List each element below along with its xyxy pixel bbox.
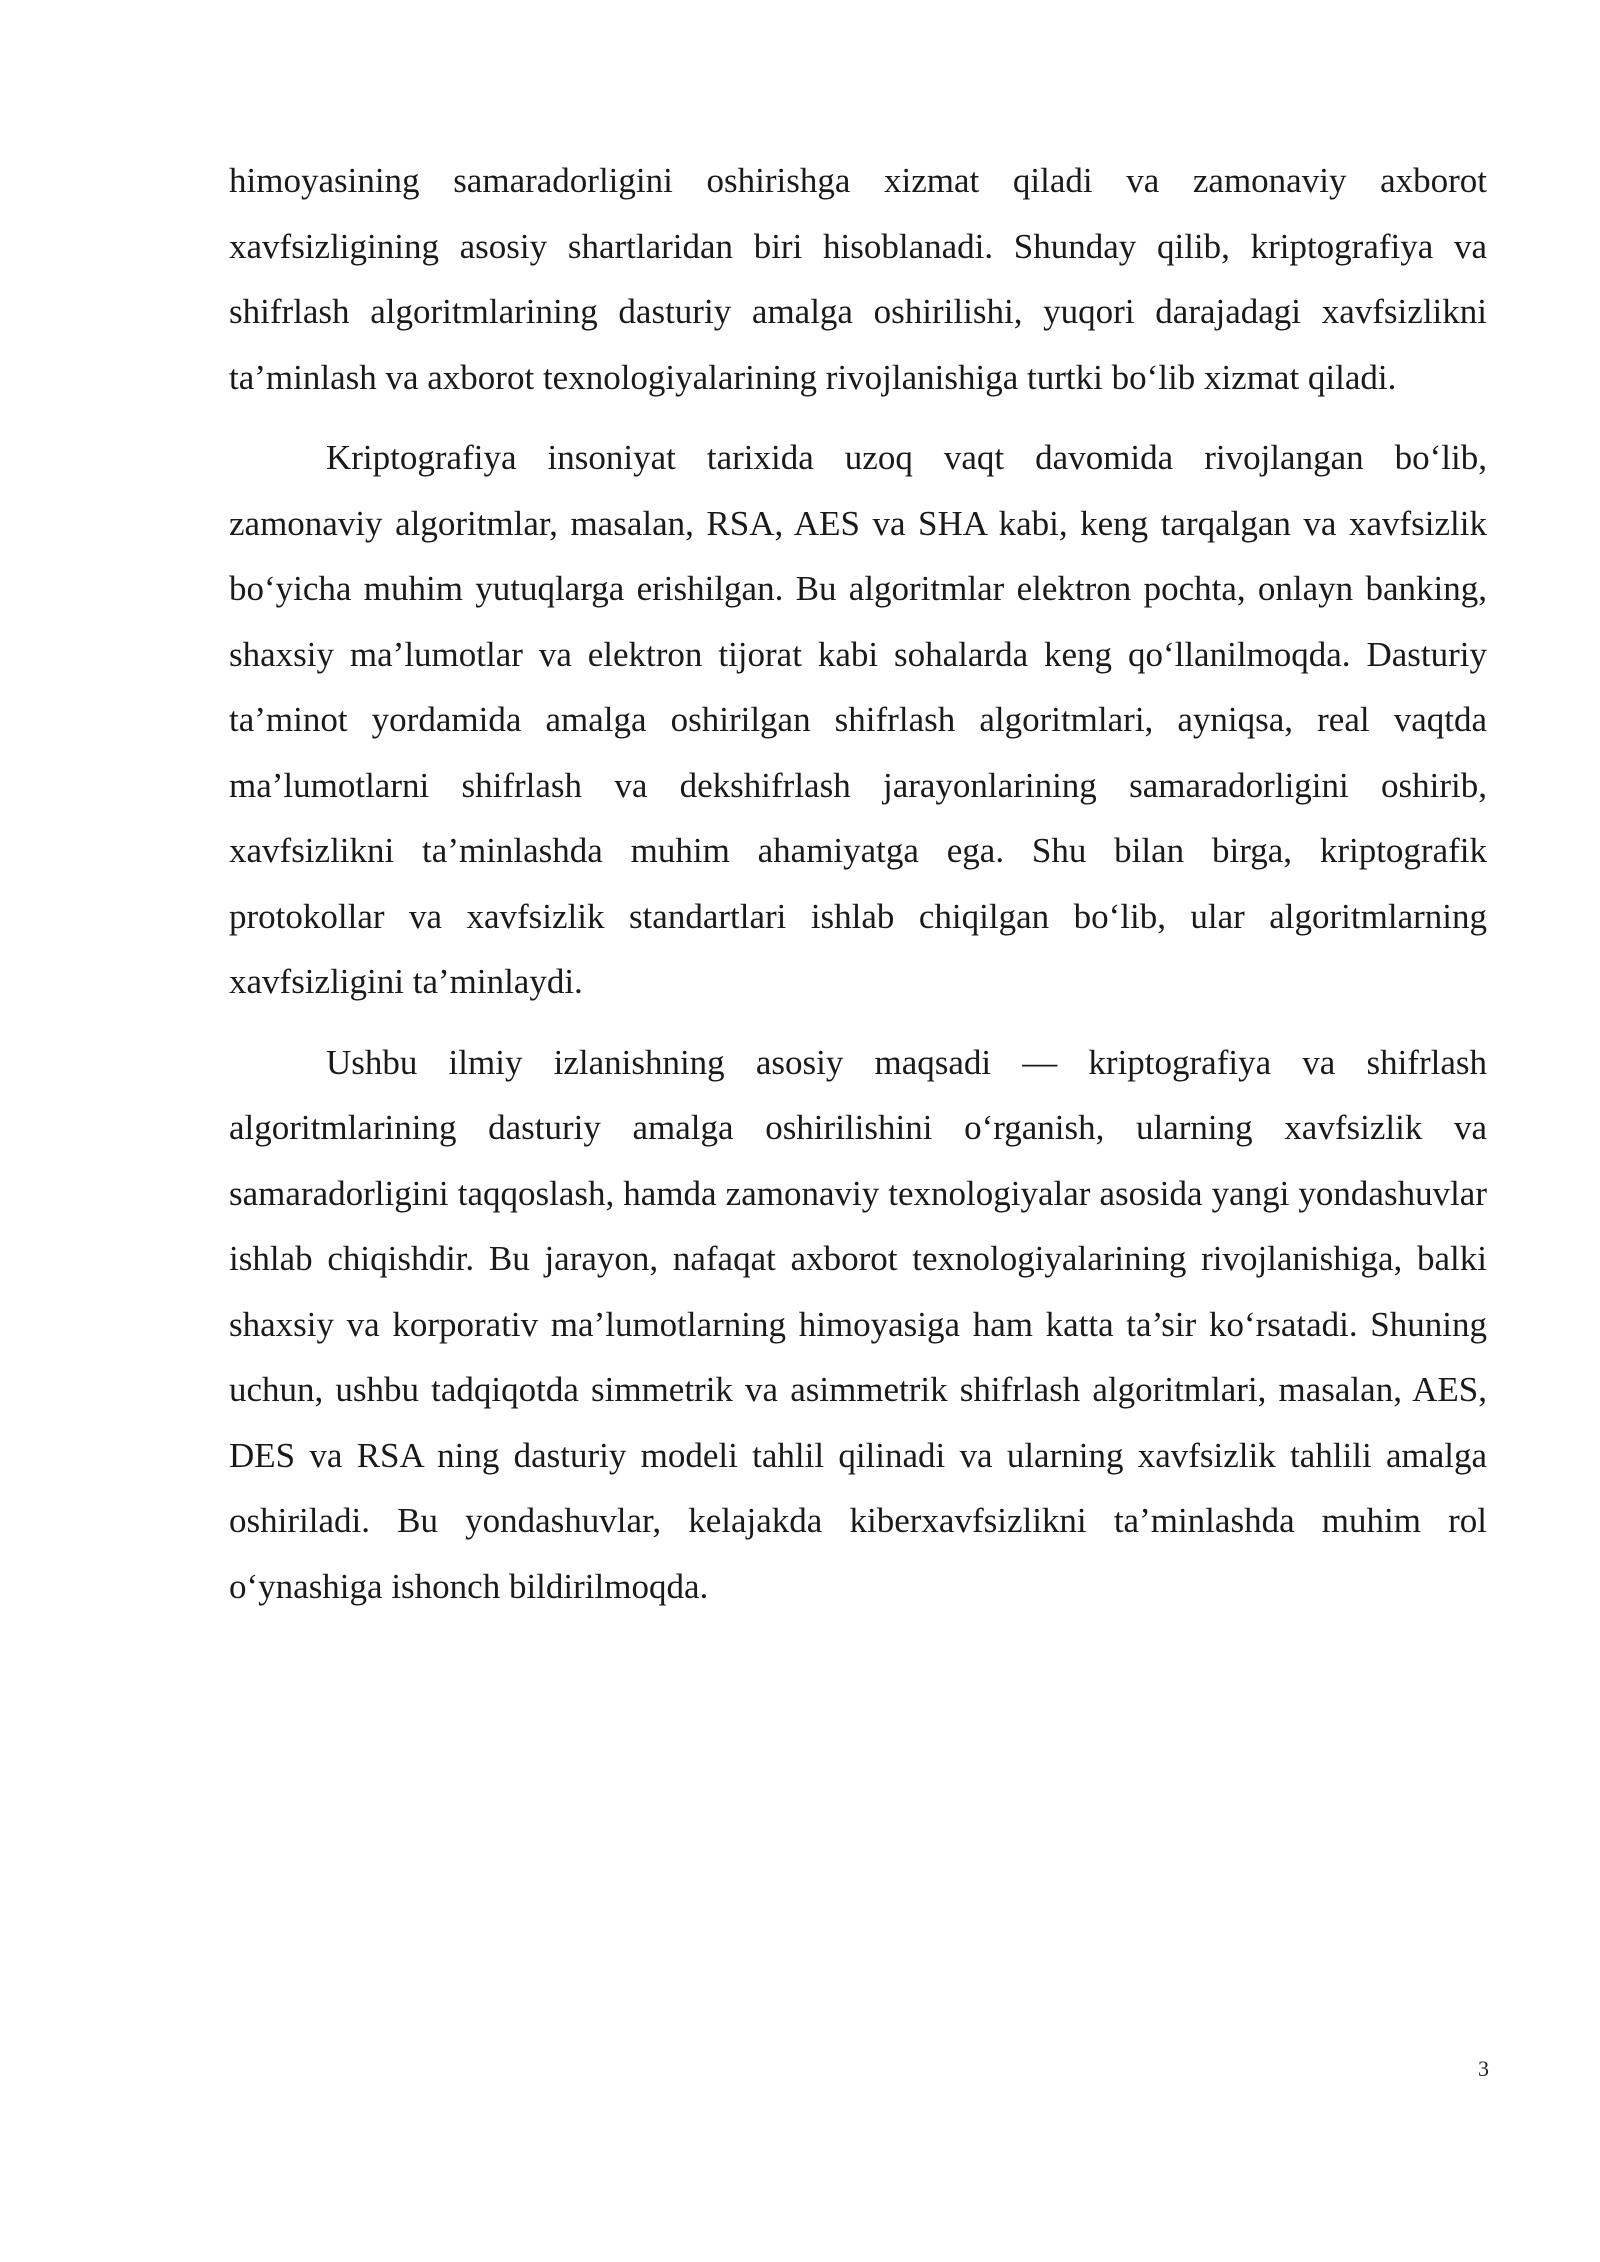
paragraph-research-goal: Ushbu ilmiy izlanishning asosiy maqsadi — kriptografiya va shifrlash algoritmlarining dasturiy amalga oshirilishini o‘rganish, ularning xavfsizlik va samaradorligini taqqoslash, hamda zamonaviy texnologiyalar asosida yangi yondashuvlar ishlab chiqishdir. Bu jarayon, nafaqat axborot texnologiyalarining rivojlanishiga, balki shaxsiy va korporativ ma’lumotlarning himoyasiga ham katta ta’sir ko‘rsatadi. Shuning uchun, ushbu tadqiqotda simmetrik va asimmetrik shifrlash algoritmlari, masalan, AES, DES va RSA ning dasturiy modeli tahlil qilinadi va ularning xavfsizlik tahlili amalga oshiriladi. Bu yondashuvlar, kelajakda kiberxavfsizlikni ta’minlashda muhim rol o‘ynashiga ishonch bildirilmoqda. [229,1042,1487,1606]
body-text [229,148,1487,1634]
page-number: 3 [1478,2056,1489,2081]
paragraph-continuation: himoyasining samaradorligini oshirishga xizmat qiladi va zamonaviy axborot xavfsizligining asosiy shartlaridan biri hisoblanadi. Shunday qilib, kriptografiya va shifrlash algoritmlarining dasturiy amalga oshirilishi, yuqori darajadagi xavfsizlikni ta’minlash va axborot texnologiyalarining rivojlanishiga turtki bo‘lib xizmat qiladi. [229,161,1487,397]
paragraph-cryptography-history: Kriptografiya insoniyat tarixida uzoq vaqt davomida rivojlangan bo‘lib, zamonaviy algoritmlar, masalan, RSA, AES va SHA kabi, keng tarqalgan va xavfsizlik bo‘yicha muhim yutuqlarga erishilgan. Bu algoritmlar elektron pochta, onlayn banking, shaxsiy ma’lumotlar va elektron tijorat kabi sohalarda keng qo‘llanilmoqda. Dasturiy ta’minot yordamida amalga oshirilgan shifrlash algoritmlari, ayniqsa, real vaqtda ma’lumotlarni shifrlash va dekshifrlash jarayonlarining samaradorligini oshirib, xavfsizlikni ta’minlashda muhim ahamiyatga ega. Shu bilan birga, kriptografik protokollar va xavfsizlik standartlari ishlab chiqilgan bo‘lib, ular algoritmlarning xavfsizligini ta’minlaydi. [229,438,1487,1001]
